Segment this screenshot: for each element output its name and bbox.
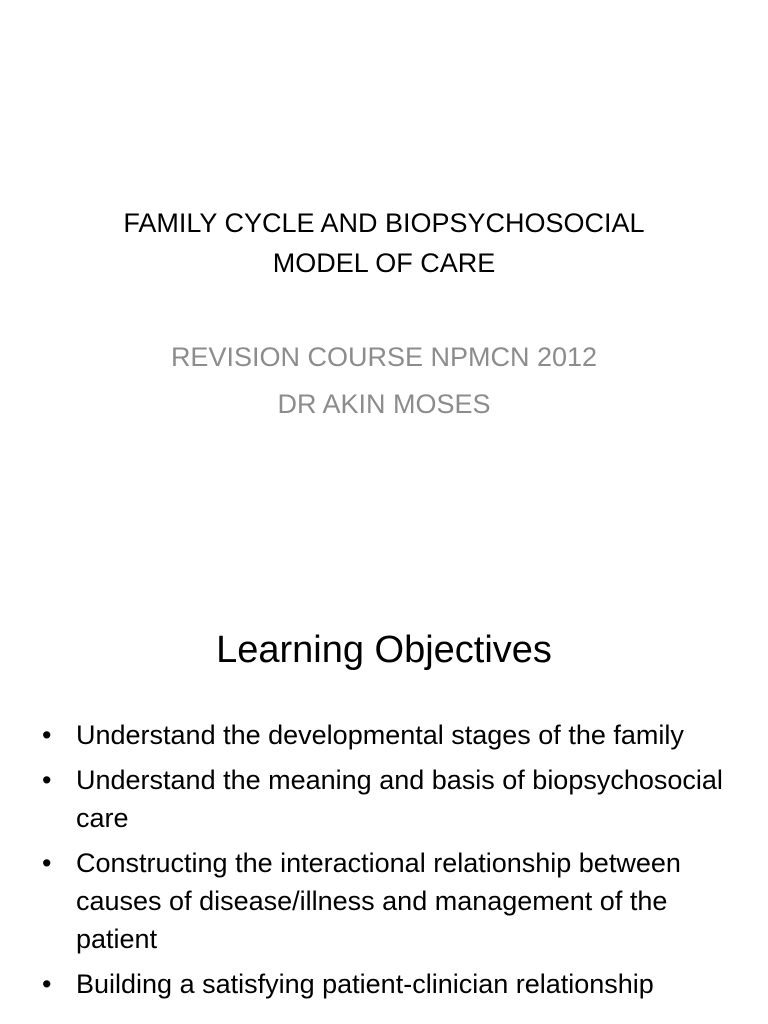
objectives-slide [0, 576, 768, 1024]
bullet-icon: • [42, 720, 52, 750]
objectives-list [38, 716, 728, 1010]
bullet-icon: • [42, 765, 52, 795]
slide-subtitle [60, 334, 708, 428]
list-item [38, 761, 728, 837]
bullet-icon: • [42, 969, 52, 999]
subtitle-line-author: DR AKIN MOSES [277, 389, 491, 419]
bullet-icon: • [42, 848, 52, 878]
list-item-text: Constructing the interactional relationship between causes of disease/illness and management of the patient [76, 848, 681, 954]
list-item-text: Understand the meaning and basis of biopsychosocial care [76, 765, 723, 833]
list-item [38, 965, 728, 1003]
subtitle-line-course: REVISION COURSE NPMCN 2012 [170, 342, 598, 372]
list-item-text: Understand the developmental stages of the family [76, 720, 684, 750]
list-item [38, 716, 728, 754]
list-item [38, 844, 728, 958]
slide-title: FAMILY CYCLE AND BIOPSYCHOSOCIAL MODEL OF CARE [123, 208, 645, 278]
slide-heading: Learning Objectives [216, 629, 552, 671]
list-item-text: Building a satisfying patient-clinician relationship [76, 969, 654, 999]
